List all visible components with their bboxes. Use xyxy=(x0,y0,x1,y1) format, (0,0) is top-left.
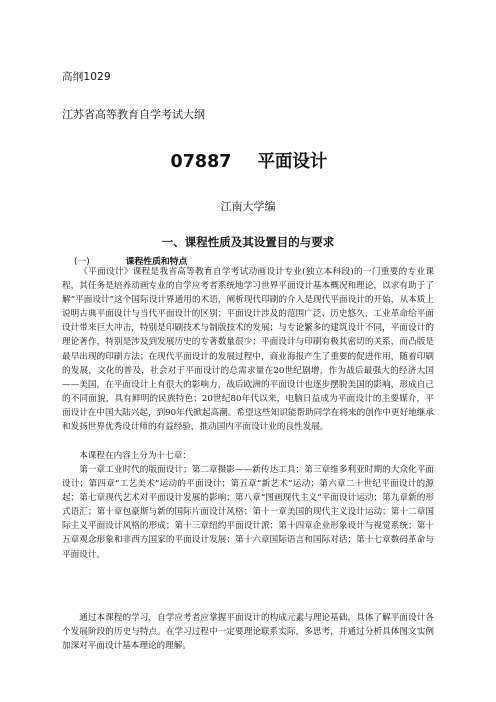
paragraph-study-goals xyxy=(62,611,434,653)
paragraph-text: 《平面设计》课程是我省高等教育自学考试动画设计专业(独立本科段)的一门重要的专业课程，其任务是培养动画专业的自学应考者系统地学习世界平面设计基本概况和理论，以求有助于了解“平面设计”这个国际设计界通用的术语，阐析现代印刷的介入是现代平面设计的开始，从本质上说明古典平面设计与当代平面设计的区别；平面设计涉及的范围广泛、历史悠久，工业革命给平面设计带来巨大冲击，特别是印刷技术与制版技术的发展；与专论繁多的建筑设计不同，平面设计的理论著作，特别是涉及到发展历史的专著数量很少；平面设计与印刷有极其密切的关系，而凸版是最早出现的印刷方法；在现代平面设计的发展过程中，商业海报产生了重要的促进作用，随着印刷的发展，文化的普及，社会对于平面设计的总需求量在20世纪剧增，作为战后最强大的经济大国——美国，在平面设计上有很大的影响力，战后欧洲的平面设计也逐步摆脱美国的影响，形成自己的不同面貌，具有鲜明的民族特色；20世纪80年代以来，电脑日益成为平面设计的主要媒介，平面设计在中国大陆兴起，到90年代掀起高潮。希望这些知识能帮助同学在将来的创作中更好地继承和发扬世界优秀设计师的有益经验，推动国内平面设计业的良性发展。 xyxy=(62,267,434,433)
course-number: 07887 xyxy=(170,152,232,172)
paragraph-chapter-list xyxy=(62,463,434,562)
paragraph-text: 第一章工业时代的版面设计；第二章摄影——新传达工具；第三章维多利亚时期的大众化平面设计；第四章“工艺美术”运动的平面设计；第五章“新艺术”运动；第六章二十世纪平面设计的源起；第七章现代艺术对平面设计发展的影响；第八章“图画现代主义”平面设计运动；第九章新的形式语汇；第十章包豪斯与新的国际片面设计风格；第十一章美国的现代主义设计运动；第十二章国际主义平面设计风格的形成；第十三章纽约平面设计派；第十四章企业形象设计与视觉系统；第十五章观念形象和非西方国家的平面设计发展；第十六章国际语言和国际对话；第十七章数码革命与平面设计。 xyxy=(62,465,434,560)
subsection-title: 课程性质和特点 xyxy=(125,257,188,267)
paragraph-course-nature xyxy=(62,265,434,434)
paragraph-text: 本课程在内容上分为十七章： xyxy=(79,451,191,461)
subsection-index: (一) xyxy=(74,257,90,267)
paragraph-text: 通过本课程的学习，自学应考者应掌握平面设计的构成元素与理论基础，具体了解平面设计各个发展阶段的历史与特点。在学习过程中一定要理论联系实际，多思考，并通过分析具体图文实例加深对平面设计基本理论的理解。 xyxy=(62,613,434,652)
syllabus-title: 江苏省高等教育自学考试大纲 xyxy=(62,108,205,121)
section-heading: 一、课程性质及其设置目的与要求 xyxy=(161,235,335,249)
syllabus-code: 高纲1029 xyxy=(62,71,111,83)
paragraph-chapter-intro xyxy=(62,449,434,463)
course-name: 平面设计 xyxy=(257,152,328,172)
editor-line: 江南大学编 xyxy=(220,200,276,213)
course-title xyxy=(0,148,496,173)
